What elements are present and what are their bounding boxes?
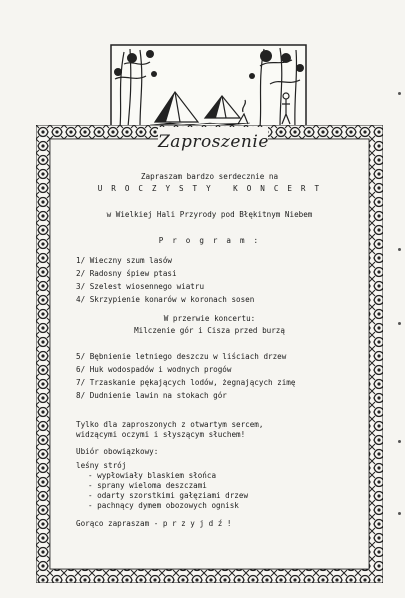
event-name: U R O C Z Y S T Y K O N C E R T bbox=[97, 184, 322, 193]
program-item: 4/ Skrzypienie konarów w koronach sosen bbox=[76, 295, 255, 304]
program-item: 6/ Huk wodospadów i wodnych progów bbox=[76, 365, 232, 374]
closing-line: Gorąco zapraszam - p r z y j d ź ! bbox=[76, 519, 232, 528]
program-item: 7/ Trzaskanie pękających lodów, żegnających zimę bbox=[76, 378, 296, 387]
program-item: 3/ Szelest wiosennego wiatru bbox=[76, 282, 205, 291]
dress-code-detail: - odarty szorstkimi gałęziami drzew bbox=[88, 491, 249, 500]
dress-code-detail: - sprany wieloma deszczami bbox=[88, 481, 207, 490]
intro-line: Zapraszam bardzo serdecznie na bbox=[140, 172, 279, 181]
audience-line: widzącymi oczymi i słyszącym słuchem! bbox=[76, 430, 246, 439]
intermission-item: Milczenie gór i Cisza przed burzą bbox=[134, 326, 285, 335]
invitation-title: Zaproszenie bbox=[158, 132, 269, 152]
punch-mark bbox=[398, 92, 401, 95]
punch-mark bbox=[398, 512, 401, 515]
punch-mark bbox=[398, 248, 401, 251]
venue-line: w Wielkiej Hali Przyrody pod Błękitnym Niebem bbox=[106, 210, 313, 219]
dress-code-detail: - pachnący dymem obozowych ognisk bbox=[88, 501, 239, 510]
program-heading: P r o g r a m : bbox=[158, 236, 261, 245]
program-item: 5/ Bębnienie letniego deszczu w liściach drzew bbox=[76, 352, 287, 361]
program-item: 8/ Dudnienie lawin na stokach gór bbox=[76, 391, 227, 400]
dress-code-heading: Ubiór obowiązkowy: bbox=[76, 447, 159, 456]
dress-code-detail: - wypłowiały blaskiem słońca bbox=[88, 471, 217, 480]
punch-mark bbox=[398, 440, 401, 443]
intermission-heading: W przerwie koncertu: bbox=[163, 314, 256, 323]
program-item: 2/ Radosny śpiew ptasi bbox=[76, 269, 177, 278]
title-cartouche bbox=[158, 127, 268, 157]
forest-camp-illustration bbox=[110, 44, 307, 128]
punch-mark bbox=[398, 322, 401, 325]
dress-code-item: leśny strój bbox=[76, 461, 127, 470]
program-item: 1/ Wieczny szum lasów bbox=[76, 256, 173, 265]
audience-line: Tylko dla zaproszonych z otwartym sercem, bbox=[76, 420, 264, 429]
